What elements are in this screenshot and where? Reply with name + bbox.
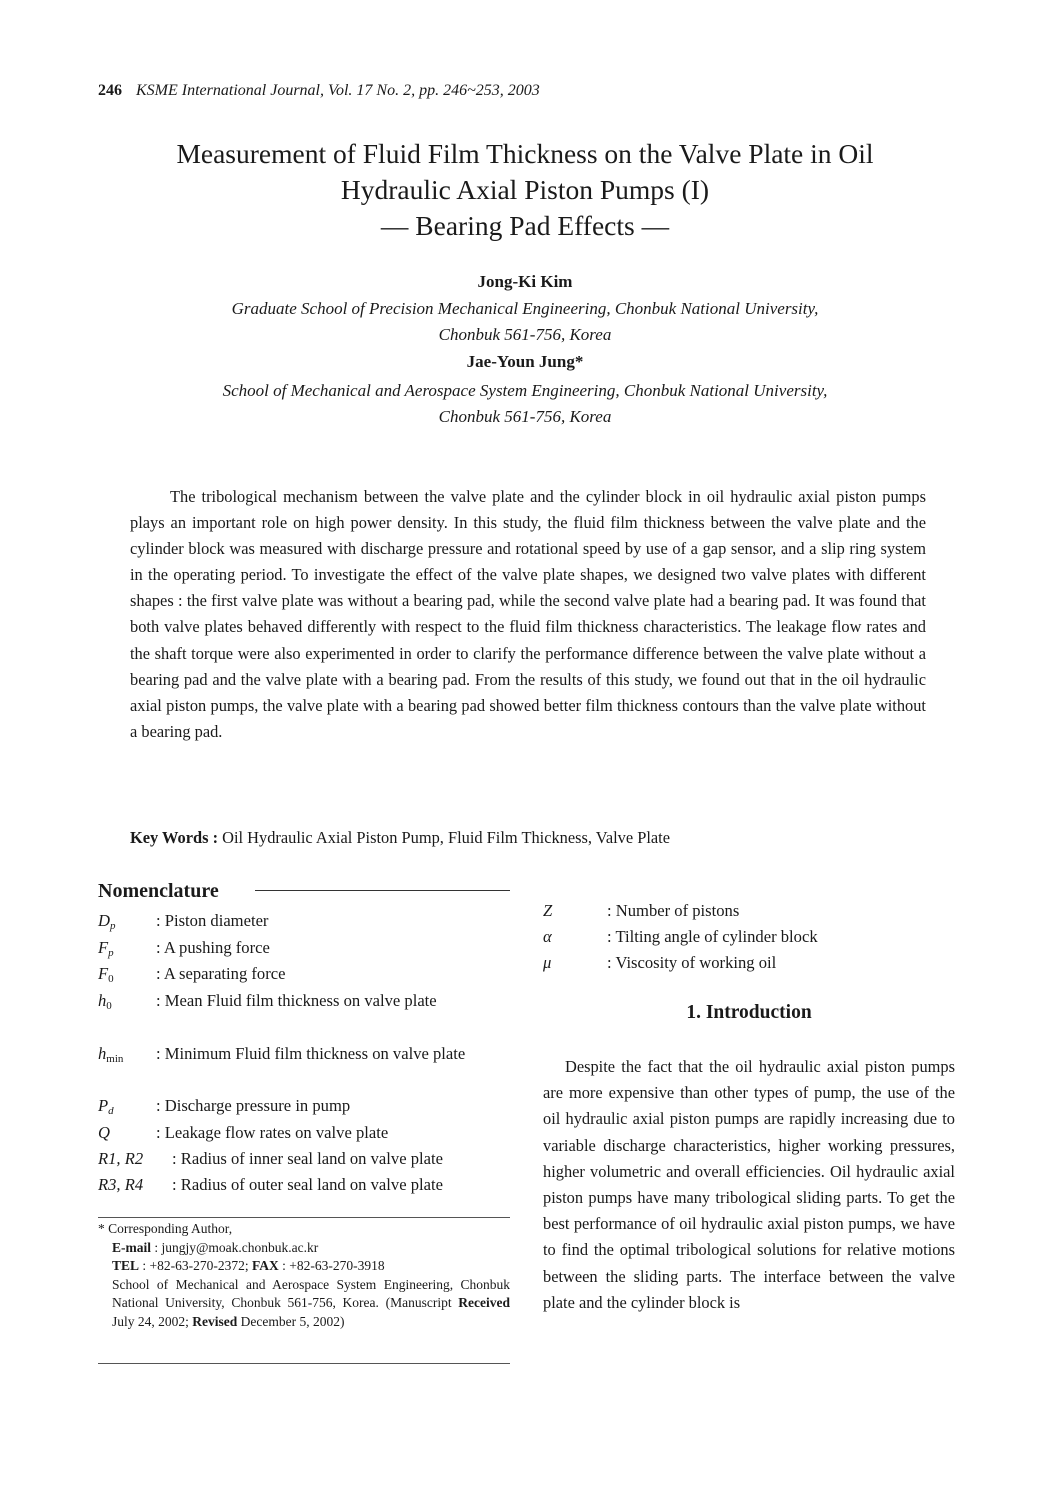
author-name-2: Jae-Youn Jung*	[466, 352, 584, 371]
nomenclature-definition: : Piston diameter	[156, 911, 269, 930]
affiliation-2-line-2: Chonbuk 561-756, Korea	[438, 407, 612, 426]
nomenclature-rule	[255, 890, 510, 891]
affiliation-2-line-1: School of Mechanical and Aerospace System Engineering, Chonbuk National University,	[222, 381, 828, 400]
affiliation-1-line-2: Chonbuk 561-756, Korea	[438, 325, 612, 344]
nomenclature-symbol: h0	[98, 991, 112, 1012]
nomenclature-symbol: Z	[543, 901, 553, 920]
nomenclature-symbol: μ	[543, 953, 552, 972]
paper-title	[60, 136, 990, 244]
keywords-label: Key Words :	[130, 828, 219, 847]
keywords-text: Oil Hydraulic Axial Piston Pump, Fluid Film Thickness, Valve Plate	[218, 828, 670, 847]
nomenclature-symbol: F0	[98, 964, 114, 985]
nomenclature-item	[98, 935, 510, 962]
running-header	[98, 82, 540, 100]
footnote-corresponding: * Corresponding Author,	[98, 1221, 233, 1236]
nomenclature-item	[98, 988, 510, 1041]
nomenclature-symbol: $P_d$	[98, 1096, 114, 1117]
nomenclature-item	[543, 898, 955, 925]
author-affiliation-1	[60, 296, 990, 348]
nomenclature-symbol: hmin	[98, 1044, 124, 1065]
footnote	[98, 1220, 510, 1332]
nomenclature-definition: : Viscosity of working oil	[607, 953, 777, 972]
footnote-bottom-rule	[98, 1363, 510, 1364]
keywords	[130, 828, 670, 848]
page-number: 246	[98, 82, 122, 99]
nomenclature-definition: : Leakage flow rates on valve plate	[156, 1123, 389, 1142]
nomenclature-definition: : Tilting angle of cylinder block	[607, 927, 818, 946]
author-affiliation-2	[60, 378, 990, 430]
nomenclature-definition: : Radius of inner seal land on valve plate	[172, 1149, 443, 1168]
nomenclature-definition: : Radius of outer seal land on valve plate	[172, 1175, 443, 1194]
nomenclature-item	[98, 1041, 510, 1094]
affiliation-1-line-1: Graduate School of Precision Mechanical Engineering, Chonbuk National University,	[231, 299, 819, 318]
nomenclature-symbol: R1, R2	[98, 1149, 144, 1168]
footnote-address: School of Mechanical and Aerospace System Engineering, Chonbuk National University, Chonbuk 561-756, Korea. (Manuscript Received July 24, 2002; Revised December 5, 2002)	[112, 1276, 510, 1329]
journal-citation: KSME International Journal, Vol. 17 No. 2, pp. 246~253, 2003	[136, 82, 540, 99]
nomenclature-item	[98, 961, 510, 988]
title-line-1: Measurement of Fluid Film Thickness on the Valve Plate in Oil	[176, 138, 874, 169]
nomenclature-definition: : Number of pistons	[607, 901, 740, 920]
section-heading-introduction: 1. Introduction	[686, 1002, 812, 1023]
nomenclature-symbol: Q	[98, 1123, 110, 1142]
nomenclature-item	[98, 1093, 510, 1120]
footnote-phone: TEL : +82-63-270-2372; FAX : +82-63-270-3918	[112, 1258, 385, 1274]
nomenclature-symbol: $F_p$	[98, 938, 114, 959]
footnote-rule	[98, 1217, 510, 1218]
nomenclature-symbol: α	[543, 927, 552, 946]
nomenclature-item	[98, 1172, 510, 1199]
introduction-paragraph: Despite the fact that the oil hydraulic axial piston pumps are more expensive than other types of pump, the use of the oil hydraulic axial piston pumps are rapidly increasing due to variable discharge characteristics, higher working pressures, higher volumetric and overall efficiencies. Oil hydraulic axial piston pumps have many tribological sliding parts. To get the best performance of oil hydraulic axial piston pumps, we have to find the optimal tribological solutions for relative motions between the sliding parts. The interface between the valve plate and the cylinder block is	[543, 1057, 955, 1312]
nomenclature-definition: : Mean Fluid film thickness on valve plate	[156, 991, 437, 1010]
nomenclature-item	[543, 950, 955, 977]
nomenclature-heading: Nomenclature	[98, 880, 219, 902]
nomenclature-symbol: $D_p$	[98, 911, 116, 932]
title-line-2: Hydraulic Axial Piston Pumps (I)	[340, 174, 710, 205]
abstract: The tribological mechanism between the valve plate and the cylinder block in oil hydraulic axial piston pumps plays an important role on high power density. In this study, the fluid film thickness between the valve plate and the cylinder block was measured with discharge pressure and rotational speed by use of a gap sensor, and a slip ring system in the operating period. To investigate the effect of the valve plate shapes, we designed two valve plates with different shapes : the first valve plate was without a bearing pad, while the second valve plate had a bearing pad. It was found that both valve plates behaved differently with respect to the fluid film thickness characteristics. The leakage flow rates and the shaft torque were also experimented in order to clarify the performance difference between the valve plate without a bearing pad and the valve plate with a bearing pad. From the results of this study, we found out that in the oil hydraulic axial piston pumps, the valve plate with a bearing pad showed better film thickness contours than the valve plate without a bearing pad.	[130, 487, 926, 741]
nomenclature-symbol: R3, R4	[98, 1175, 144, 1194]
footnote-email: E-mail : jungjy@moak.chonbuk.ac.kr	[112, 1239, 319, 1255]
nomenclature-definition: : Minimum Fluid film thickness on valve plate	[156, 1044, 466, 1063]
title-line-3: — Bearing Pad Effects —	[380, 210, 670, 241]
author-name-1: Jong-Ki Kim	[477, 272, 573, 291]
nomenclature-definition: : A separating force	[156, 964, 286, 983]
nomenclature-definition: : Discharge pressure in pump	[156, 1096, 351, 1115]
nomenclature-item	[98, 1146, 510, 1173]
nomenclature-item	[98, 908, 510, 935]
nomenclature-item	[98, 1120, 510, 1147]
nomenclature-item	[543, 924, 955, 951]
nomenclature-definition: : A pushing force	[156, 938, 270, 957]
